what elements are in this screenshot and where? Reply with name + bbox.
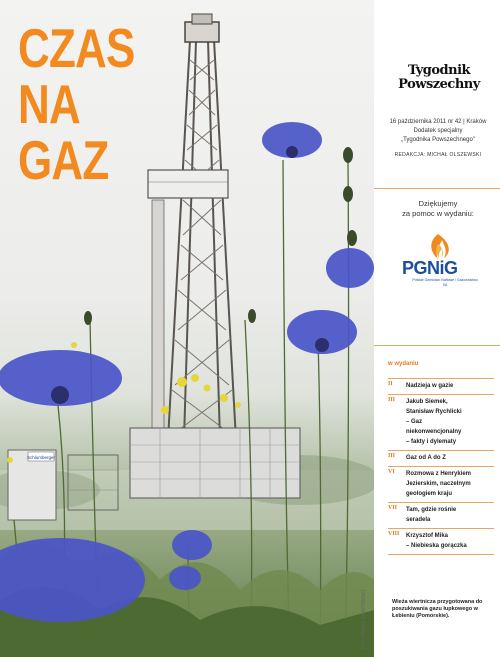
toc-item: [388, 451, 494, 467]
toc-item-title: Krzysztof Mika – Niebieska gorączka: [406, 533, 467, 549]
toc-item-number: III: [388, 453, 396, 459]
toc-item: [388, 503, 494, 529]
toc-item: [388, 378, 494, 395]
thanks-line-2: za pomoc w wydaniu:: [402, 209, 474, 218]
editorial-credit: REDAKCJA: MICHAŁ OLSZEWSKI: [394, 152, 482, 158]
headline-line-2: NA: [18, 73, 80, 135]
supplement-line-2: „Tygodnika Powszechnego": [401, 137, 475, 143]
pgnig-logo: [390, 232, 486, 294]
sidebar: [374, 0, 500, 657]
toc-item-title: Gaz od A do Z: [406, 455, 446, 461]
toc-item: [388, 467, 494, 503]
cover-headline: [18, 17, 135, 191]
toc-item-title: Tam, gdzie rośnie seradela: [406, 507, 457, 523]
masthead-line-1: Tygodnik: [407, 63, 471, 78]
supplement-line-1: Dodatek specjalny: [413, 128, 463, 134]
toc-item-number: VIII: [388, 531, 400, 537]
photo-credit: FOT. PAWEŁ ULATOWSKI: [361, 590, 367, 650]
toc-item: [388, 529, 494, 555]
issue-info: [380, 118, 496, 145]
headline-line-3: GAZ: [18, 129, 109, 191]
issue-date: 16 października 2011 nr 42 | Kraków: [389, 119, 487, 125]
toc-item-title: Nadzieja w gazie: [406, 383, 454, 389]
divider: [374, 188, 500, 189]
toc-item-number: VI: [388, 469, 395, 475]
masthead-logo: [394, 64, 484, 92]
rig-sign-text: Schlumberger: [26, 455, 56, 460]
toc-item-title: Rozmowa z Henrykiem Jezierskim, naczelnym geologiem kraju: [406, 471, 472, 497]
table-of-contents: [388, 378, 494, 555]
photo-caption: Wieża wiertnicza przygotowana do poszukiwania gazu łupkowego w Łebieniu (Pomorskie).: [392, 599, 483, 619]
masthead-line-2: Powszechny: [398, 77, 480, 92]
pgnig-wordmark: PGNiG: [402, 258, 458, 278]
toc-item-number: III: [388, 397, 396, 403]
pgnig-subtext: Polskie Górnictwo Naftowe i Gazownictwo SA: [412, 278, 478, 287]
toc-item-number: VII: [388, 505, 398, 511]
toc-title: w wydaniu: [388, 361, 419, 367]
headline-line-1: CZAS: [18, 17, 135, 79]
toc-item: [388, 395, 494, 451]
toc-item-title: Jakub Siemek, Stanisław Rychlicki – Gaz niekonwencjonalny – fakty i dylematy: [406, 399, 462, 445]
thanks-line-1: Dziękujemy: [418, 199, 458, 208]
thanks-note: [380, 199, 496, 219]
divider: [374, 345, 500, 346]
toc-item-number: II: [388, 381, 393, 387]
